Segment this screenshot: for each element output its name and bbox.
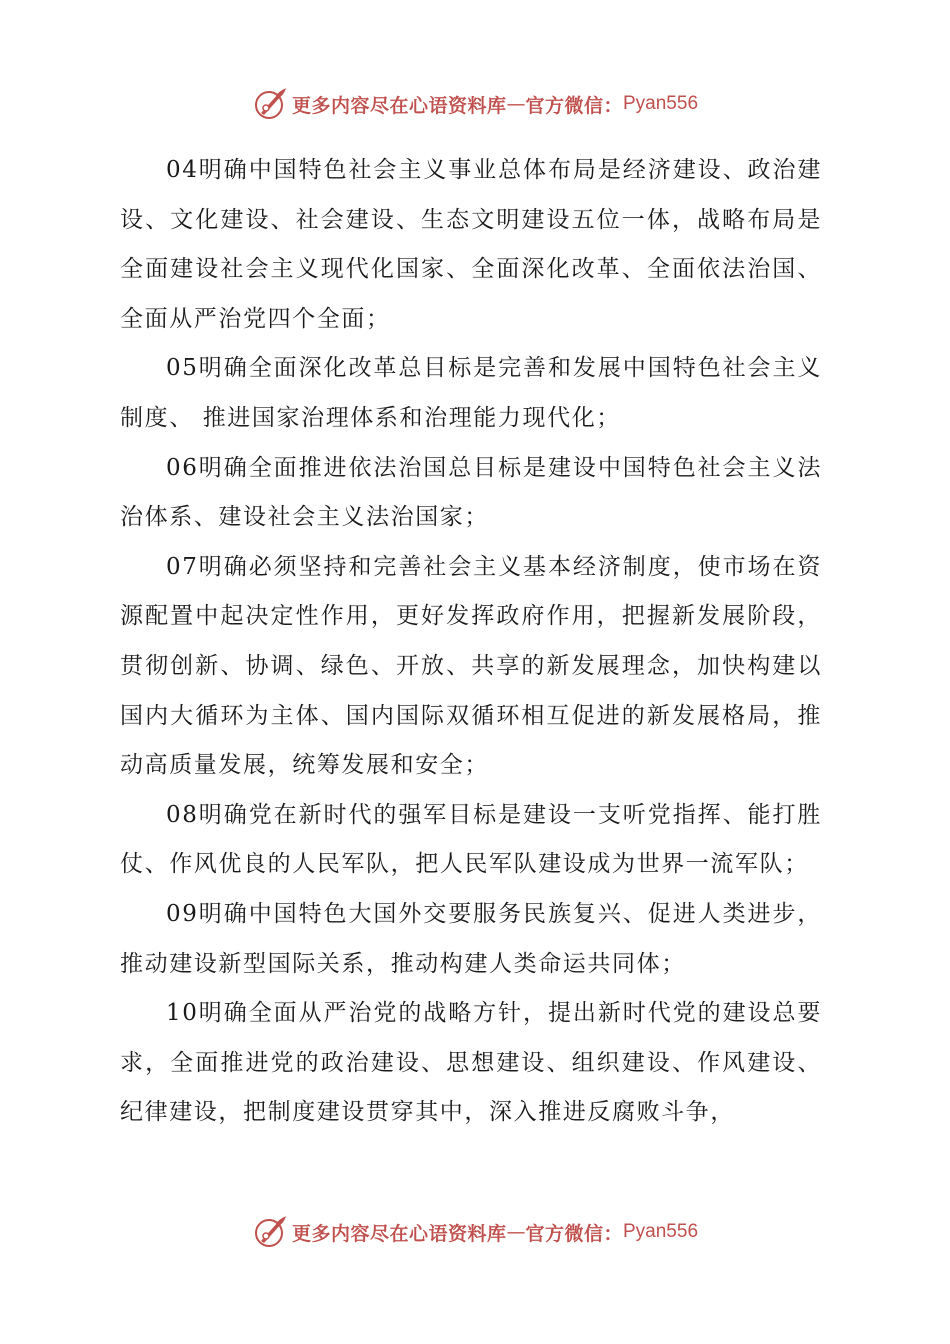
watermark-dash: — xyxy=(506,1221,526,1243)
paragraph-10: 10明确全面从严治党的战略方针，提出新时代党的建设总要求，全面推进党的政治建设、思想建设、组织建设、作风建设、纪律建设，把制度建设贯穿其中，深入推进反腐败斗争， xyxy=(120,1000,822,1126)
paragraph-05: 05明确全面深化改革总目标是完善和发展中国特色社会主义制度、 推进国家治理体系和治理能力现代化； xyxy=(120,355,822,431)
footer-watermark xyxy=(0,1212,950,1252)
quill-seal-icon xyxy=(252,1214,288,1250)
watermark-handle: Pyan556 xyxy=(623,93,699,114)
paragraph-09: 09明确中国特色大国外交要服务民族复兴、促进人类进步，推动建设新型国际关系，推动构建人类命运共同体； xyxy=(120,900,822,977)
watermark-label: 官方微信： xyxy=(525,94,623,117)
watermark-dash: — xyxy=(506,93,526,115)
paragraph-08: 08明确党在新时代的强军目标是建设一支听党指挥、能打胜仗、作风优良的人民军队，把人民军队建设成为世界一流军队； xyxy=(120,801,822,878)
watermark-brand: 更多内容尽在心语资料库 xyxy=(291,94,507,117)
header-watermark xyxy=(0,84,950,124)
paragraph-04: 04明确中国特色社会主义事业总体布局是经济建设、政治建设、文化建设、社会建设、生态文明建设五位一体，战略布局是全面建设社会主义现代化国家、全面深化改革、全面依法治国、全面从严治党四个全面； xyxy=(120,157,822,332)
paragraph-06: 06明确全面推进依法治国总目标是建设中国特色社会主义法治体系、建设社会主义法治国家； xyxy=(120,454,822,531)
watermark-label: 官方微信： xyxy=(525,1222,623,1245)
watermark-handle: Pyan556 xyxy=(623,1221,699,1242)
watermark-brand: 更多内容尽在心语资料库 xyxy=(291,1222,507,1245)
document-body xyxy=(120,146,822,1138)
quill-seal-icon xyxy=(252,86,288,122)
paragraph-07: 07明确必须坚持和完善社会主义基本经济制度，使市场在资源配置中起决定性作用，更好发挥政府作用，把握新发展阶段，贯彻创新、协调、绿色、开放、共享的新发展理念，加快构建以国内大循环为主体、国内国际双循环相互促进的新发展格局，推动高质量发展，统筹发展和安全； xyxy=(120,553,822,779)
